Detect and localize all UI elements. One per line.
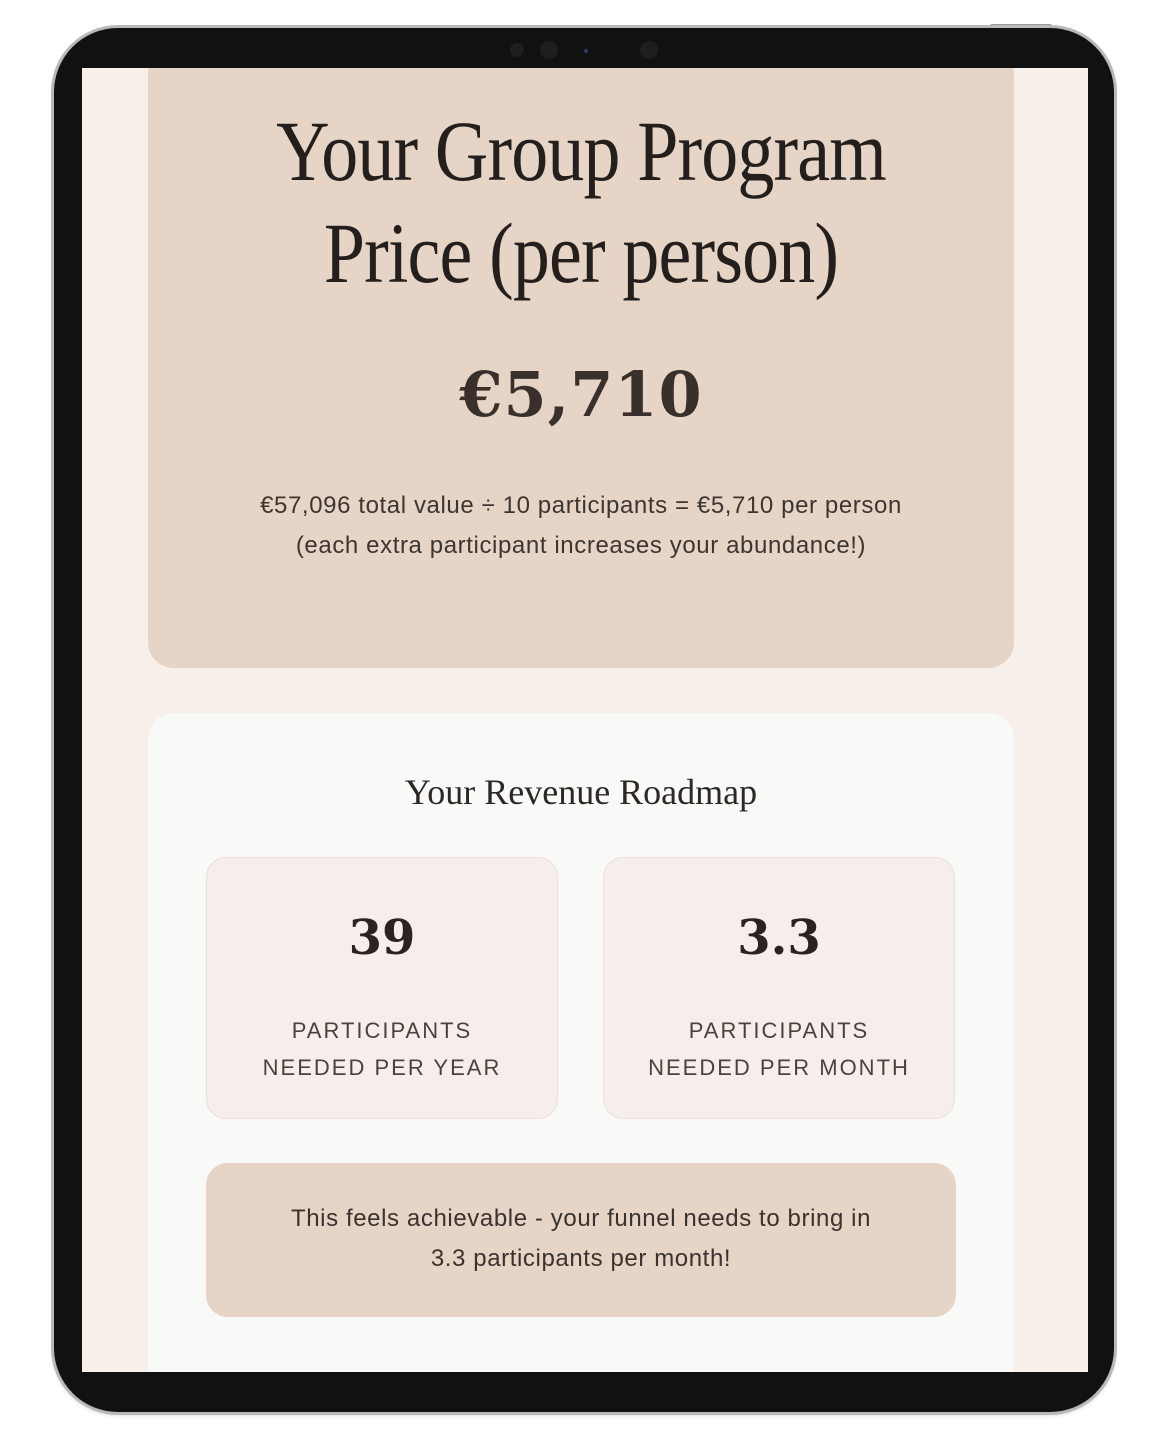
sensor-icon	[510, 43, 524, 57]
stat-label-line1: PARTICIPANTS	[688, 1018, 870, 1043]
stat-card-per-year	[206, 857, 558, 1119]
price-title	[209, 100, 954, 304]
price-per-person: €5,710	[459, 358, 703, 431]
participants-per-month-label	[604, 1012, 954, 1086]
achievable-message-box	[206, 1163, 956, 1317]
participants-per-month-value: 3.3	[737, 910, 821, 966]
price-title-line2: Price (per person)	[323, 205, 839, 301]
price-calculation-note	[148, 486, 1014, 566]
revenue-roadmap-card	[148, 713, 1014, 1372]
achievable-message	[226, 1199, 936, 1279]
roadmap-title: Your Revenue Roadmap	[404, 772, 758, 812]
price-note-line1: €57,096 total value ÷ 10 participants = €5,710 per person	[260, 492, 902, 519]
screen	[82, 68, 1088, 1372]
stat-label-line2: NEEDED PER MONTH	[648, 1055, 910, 1080]
message-line1: This feels achievable - your funnel needs to bring in	[290, 1205, 872, 1232]
stat-label-line1: PARTICIPANTS	[291, 1018, 473, 1043]
stat-card-per-month	[603, 857, 955, 1119]
participants-per-year-value: 39	[348, 910, 416, 966]
price-title-line1: Your Group Program	[276, 103, 886, 199]
camera-bar	[500, 38, 670, 62]
camera-lens-icon	[584, 49, 588, 53]
stat-label-line2: NEEDED PER YEAR	[262, 1055, 502, 1080]
participants-per-year-label	[207, 1012, 557, 1086]
price-note-line2: (each extra participant increases your abundance!)	[295, 532, 867, 559]
message-line2: 3.3 participants per month!	[430, 1245, 732, 1272]
camera-icon	[640, 41, 658, 59]
sensor-icon	[540, 41, 558, 59]
price-card	[148, 68, 1014, 668]
